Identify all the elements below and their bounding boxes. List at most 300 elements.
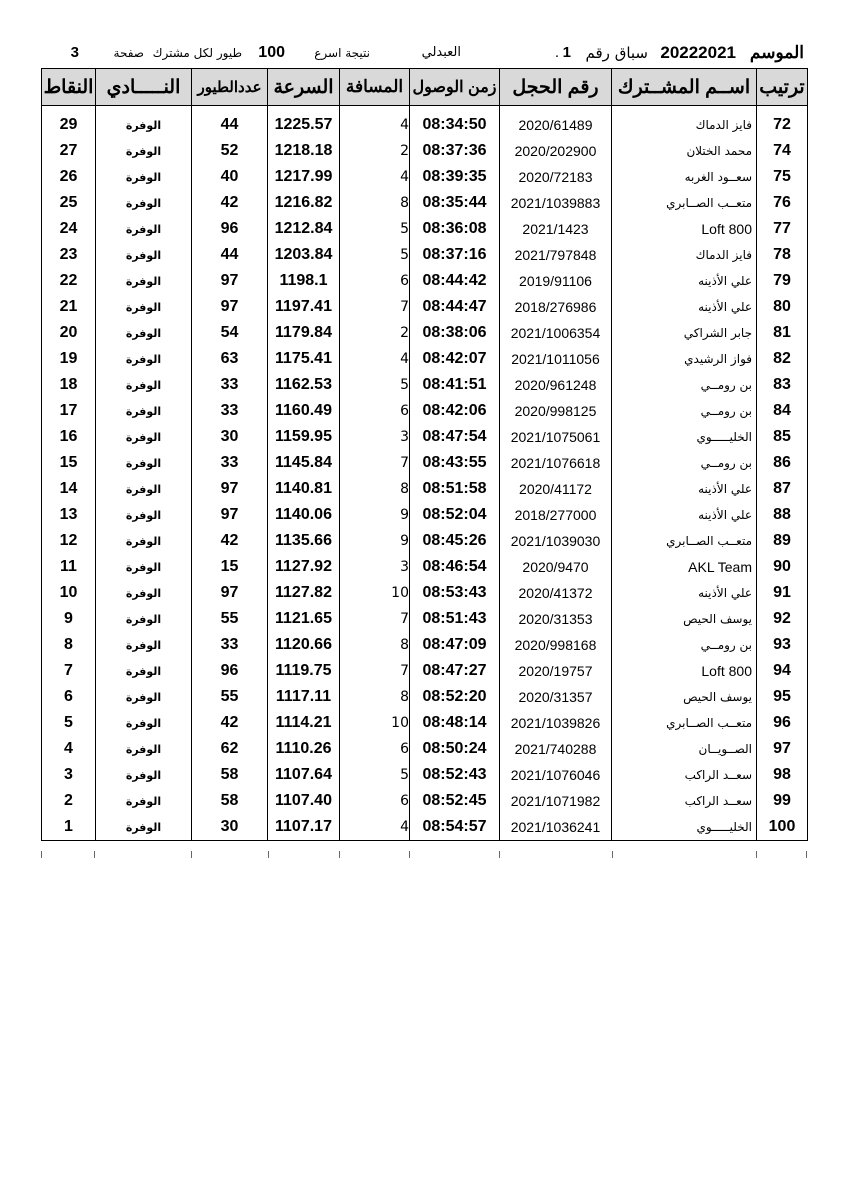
cell-rank: 89 (757, 528, 808, 554)
cell-points: 27 (42, 138, 96, 164)
cell-ring: 2020/41372 (500, 580, 612, 606)
cell-club: الوفرة (96, 164, 192, 190)
cell-distance: 6 (340, 268, 410, 294)
cell-rank: 83 (757, 372, 808, 398)
cell-ring: 2021/1039030 (500, 528, 612, 554)
table-row (42, 476, 808, 502)
race-dot: . (554, 44, 559, 61)
cell-club: الوفرة (96, 788, 192, 814)
table-row (42, 606, 808, 632)
cell-club: الوفرة (96, 684, 192, 710)
cell-time: 08:44:42 (410, 268, 500, 294)
table-row (42, 164, 808, 190)
table-row (42, 736, 808, 762)
cell-points: 9 (42, 606, 96, 632)
cell-points: 20 (42, 320, 96, 346)
cell-time: 08:41:51 (410, 372, 500, 398)
cell-time: 08:42:06 (410, 398, 500, 424)
cell-speed: 1225.57 (268, 112, 340, 138)
cell-name: بن رومــي (612, 450, 757, 476)
col-birds-header: عددالطيور (192, 69, 268, 106)
cell-speed: 1145.84 (268, 450, 340, 476)
race-number: 1 (562, 44, 571, 61)
cell-name: الخليـــــوي (612, 814, 757, 841)
cell-rank: 96 (757, 710, 808, 736)
col-rank-header: ترتيب (757, 69, 808, 106)
cell-name: علي الأذينه (612, 502, 757, 528)
table-row (42, 424, 808, 450)
cell-speed: 1159.95 (268, 424, 340, 450)
cell-name: فايز الدماك (612, 242, 757, 268)
cell-points: 15 (42, 450, 96, 476)
cell-rank: 76 (757, 190, 808, 216)
cell-club: الوفرة (96, 268, 192, 294)
cell-birds: 30 (192, 424, 268, 450)
cell-rank: 98 (757, 762, 808, 788)
cell-points: 29 (42, 112, 96, 138)
cell-distance: 7 (340, 606, 410, 632)
cell-points: 8 (42, 632, 96, 658)
table-row (42, 658, 808, 684)
cell-birds: 30 (192, 814, 268, 841)
cell-name: AKL Team (612, 554, 757, 580)
cell-time: 08:42:07 (410, 346, 500, 372)
cell-name: يوسف الحيص (612, 606, 757, 632)
cell-birds: 33 (192, 450, 268, 476)
cell-speed: 1140.06 (268, 502, 340, 528)
cell-distance: 7 (340, 658, 410, 684)
table-row (42, 528, 808, 554)
cell-club: الوفرة (96, 138, 192, 164)
table-row (42, 398, 808, 424)
cell-time: 08:47:27 (410, 658, 500, 684)
cell-rank: 77 (757, 216, 808, 242)
cell-rank: 85 (757, 424, 808, 450)
report-header (0, 40, 848, 66)
cell-birds: 55 (192, 684, 268, 710)
cell-distance: 5 (340, 372, 410, 398)
cell-ring: 2021/1075061 (500, 424, 612, 450)
page-label: صفحة (113, 46, 144, 60)
cell-rank: 95 (757, 684, 808, 710)
cell-ring: 2020/72183 (500, 164, 612, 190)
cell-ring: 2021/1076046 (500, 762, 612, 788)
cell-ring: 2021/1039826 (500, 710, 612, 736)
cell-name: علي الأذينه (612, 476, 757, 502)
cell-ring: 2021/1071982 (500, 788, 612, 814)
cell-birds: 44 (192, 112, 268, 138)
cell-speed: 1119.75 (268, 658, 340, 684)
cell-club: الوفرة (96, 112, 192, 138)
cell-time: 08:44:47 (410, 294, 500, 320)
cell-distance: 5 (340, 242, 410, 268)
cell-points: 14 (42, 476, 96, 502)
cell-rank: 100 (757, 814, 808, 841)
col-time-header: زمن الوصول (410, 69, 500, 106)
cell-time: 08:38:06 (410, 320, 500, 346)
cell-points: 13 (42, 502, 96, 528)
cell-points: 1 (42, 814, 96, 841)
cell-birds: 97 (192, 502, 268, 528)
cell-rank: 84 (757, 398, 808, 424)
cell-rank: 87 (757, 476, 808, 502)
cell-speed: 1197.41 (268, 294, 340, 320)
col-name-header: اســم المشــترك (612, 69, 757, 106)
cell-speed: 1117.11 (268, 684, 340, 710)
cell-name: Loft 800 (612, 658, 757, 684)
cell-name: فواز الرشيدي (612, 346, 757, 372)
col-ring-header: رقم الحجل (500, 69, 612, 106)
cell-speed: 1160.49 (268, 398, 340, 424)
cell-distance: 6 (340, 398, 410, 424)
cell-birds: 63 (192, 346, 268, 372)
cell-birds: 33 (192, 372, 268, 398)
cell-time: 08:45:26 (410, 528, 500, 554)
cell-distance: 10 (340, 580, 410, 606)
season-value: 20222021 (660, 43, 736, 62)
cell-rank: 75 (757, 164, 808, 190)
cell-ring: 2020/31357 (500, 684, 612, 710)
table-row (42, 710, 808, 736)
cell-club: الوفرة (96, 476, 192, 502)
table-body (42, 106, 808, 841)
table-row (42, 684, 808, 710)
cell-name: بن رومــي (612, 398, 757, 424)
cell-ring: 2020/31353 (500, 606, 612, 632)
table-row (42, 190, 808, 216)
cell-speed: 1135.66 (268, 528, 340, 554)
cell-name: الصــويــان (612, 736, 757, 762)
cell-speed: 1107.40 (268, 788, 340, 814)
cell-birds: 97 (192, 580, 268, 606)
table-row (42, 762, 808, 788)
cell-club: الوفرة (96, 580, 192, 606)
cell-ring: 2018/277000 (500, 502, 612, 528)
cell-name: سعــد الراكب (612, 788, 757, 814)
cell-club: الوفرة (96, 190, 192, 216)
cell-birds: 42 (192, 190, 268, 216)
cell-speed: 1218.18 (268, 138, 340, 164)
col-points-header: النقاط (42, 69, 96, 106)
cell-ring: 2021/797848 (500, 242, 612, 268)
cell-distance: 9 (340, 528, 410, 554)
cell-name: سعــد الراكب (612, 762, 757, 788)
cell-club: الوفرة (96, 424, 192, 450)
cell-points: 21 (42, 294, 96, 320)
cell-birds: 33 (192, 398, 268, 424)
cell-name: الخليـــــوي (612, 424, 757, 450)
col-club-header: النـــــادي (96, 69, 192, 106)
cell-rank: 94 (757, 658, 808, 684)
cell-birds: 97 (192, 476, 268, 502)
cell-speed: 1121.65 (268, 606, 340, 632)
cell-club: الوفرة (96, 346, 192, 372)
cell-speed: 1114.21 (268, 710, 340, 736)
cell-time: 08:43:55 (410, 450, 500, 476)
cell-name: سعــود الغربه (612, 164, 757, 190)
cell-ring: 2021/1011056 (500, 346, 612, 372)
cell-distance: 9 (340, 502, 410, 528)
cell-speed: 1127.82 (268, 580, 340, 606)
cell-time: 08:54:57 (410, 814, 500, 841)
cell-time: 08:52:43 (410, 762, 500, 788)
cell-rank: 78 (757, 242, 808, 268)
cell-time: 08:34:50 (410, 112, 500, 138)
cell-points: 7 (42, 658, 96, 684)
cell-club: الوفرة (96, 320, 192, 346)
cell-distance: 8 (340, 476, 410, 502)
cell-name: محمد الختلان (612, 138, 757, 164)
cell-ring: 2021/1423 (500, 216, 612, 242)
table-header-row (42, 69, 808, 106)
cell-ring: 2021/1076618 (500, 450, 612, 476)
cell-rank: 97 (757, 736, 808, 762)
cell-speed: 1140.81 (268, 476, 340, 502)
cell-distance: 2 (340, 138, 410, 164)
cell-speed: 1120.66 (268, 632, 340, 658)
cell-points: 26 (42, 164, 96, 190)
cell-club: الوفرة (96, 398, 192, 424)
cell-name: جابر الشراكي (612, 320, 757, 346)
cell-ring: 2020/961248 (500, 372, 612, 398)
cell-distance: 7 (340, 294, 410, 320)
cell-ring: 2020/998125 (500, 398, 612, 424)
cell-name: متعــب الصــابري (612, 528, 757, 554)
cell-ring: 2020/202900 (500, 138, 612, 164)
cell-club: الوفرة (96, 632, 192, 658)
result-count: 100 (258, 44, 285, 61)
cell-birds: 97 (192, 268, 268, 294)
cell-points: 3 (42, 762, 96, 788)
cell-distance: 6 (340, 788, 410, 814)
cell-club: الوفرة (96, 606, 192, 632)
page-number: 3 (70, 44, 79, 61)
cell-time: 08:51:58 (410, 476, 500, 502)
cell-distance: 6 (340, 736, 410, 762)
cell-name: متعــب الصــابري (612, 190, 757, 216)
cell-speed: 1217.99 (268, 164, 340, 190)
cell-distance: 7 (340, 450, 410, 476)
cell-speed: 1179.84 (268, 320, 340, 346)
cell-rank: 72 (757, 112, 808, 138)
cell-time: 08:47:54 (410, 424, 500, 450)
cell-points: 5 (42, 710, 96, 736)
cell-speed: 1107.17 (268, 814, 340, 841)
cell-rank: 79 (757, 268, 808, 294)
cell-name: بن رومــي (612, 372, 757, 398)
cell-ring: 2018/276986 (500, 294, 612, 320)
cell-points: 19 (42, 346, 96, 372)
cell-time: 08:48:14 (410, 710, 500, 736)
cell-rank: 81 (757, 320, 808, 346)
table-row (42, 294, 808, 320)
cell-birds: 42 (192, 528, 268, 554)
cell-distance: 5 (340, 762, 410, 788)
cell-points: 23 (42, 242, 96, 268)
cell-speed: 1216.82 (268, 190, 340, 216)
table-row (42, 814, 808, 841)
table-row (42, 112, 808, 138)
cell-points: 2 (42, 788, 96, 814)
cell-club: الوفرة (96, 814, 192, 841)
cell-rank: 90 (757, 554, 808, 580)
cell-name: علي الأذينه (612, 580, 757, 606)
cell-club: الوفرة (96, 736, 192, 762)
cell-birds: 96 (192, 658, 268, 684)
cell-name: علي الأذينه (612, 268, 757, 294)
cell-name: علي الأذينه (612, 294, 757, 320)
cell-birds: 40 (192, 164, 268, 190)
cell-points: 10 (42, 580, 96, 606)
results-table (41, 68, 808, 841)
cell-distance: 4 (340, 814, 410, 841)
cell-points: 16 (42, 424, 96, 450)
cell-birds: 62 (192, 736, 268, 762)
cell-distance: 4 (340, 346, 410, 372)
cell-speed: 1162.53 (268, 372, 340, 398)
cell-distance: 2 (340, 320, 410, 346)
cell-speed: 1175.41 (268, 346, 340, 372)
cell-time: 08:46:54 (410, 554, 500, 580)
cell-birds: 58 (192, 788, 268, 814)
cell-time: 08:35:44 (410, 190, 500, 216)
cell-speed: 1203.84 (268, 242, 340, 268)
cell-birds: 54 (192, 320, 268, 346)
cell-time: 08:47:09 (410, 632, 500, 658)
cell-rank: 91 (757, 580, 808, 606)
race-label: سباق رقم (585, 44, 648, 62)
cell-distance: 10 (340, 710, 410, 736)
birds-label: طيور لكل مشترك (152, 46, 242, 60)
table-row (42, 320, 808, 346)
cell-birds: 44 (192, 242, 268, 268)
cell-birds: 52 (192, 138, 268, 164)
cell-ring: 2021/1006354 (500, 320, 612, 346)
result-label: نتيجة اسرع (314, 46, 370, 60)
cell-time: 08:37:36 (410, 138, 500, 164)
cell-ring: 2021/1039883 (500, 190, 612, 216)
cell-club: الوفرة (96, 710, 192, 736)
cell-club: الوفرة (96, 762, 192, 788)
cell-birds: 55 (192, 606, 268, 632)
cell-points: 24 (42, 216, 96, 242)
cell-ring: 2021/740288 (500, 736, 612, 762)
cell-points: 6 (42, 684, 96, 710)
cell-ring: 2020/19757 (500, 658, 612, 684)
table-row (42, 268, 808, 294)
cell-points: 17 (42, 398, 96, 424)
cell-rank: 92 (757, 606, 808, 632)
cell-club: الوفرة (96, 216, 192, 242)
cell-ring: 2019/91106 (500, 268, 612, 294)
cell-club: الوفرة (96, 554, 192, 580)
cell-club: الوفرة (96, 242, 192, 268)
cell-rank: 88 (757, 502, 808, 528)
cell-distance: 8 (340, 632, 410, 658)
cell-name: فايز الدماك (612, 112, 757, 138)
cell-distance: 3 (340, 554, 410, 580)
loft-name: العبدلي (421, 45, 461, 60)
cell-ring: 2020/41172 (500, 476, 612, 502)
cell-time: 08:37:16 (410, 242, 500, 268)
cell-distance: 8 (340, 684, 410, 710)
table-row (42, 138, 808, 164)
table-row (42, 242, 808, 268)
season-label: الموسم (749, 43, 804, 62)
cell-time: 08:36:08 (410, 216, 500, 242)
cell-name: متعــب الصــابري (612, 710, 757, 736)
table-row (42, 788, 808, 814)
cell-speed: 1127.92 (268, 554, 340, 580)
cell-speed: 1110.26 (268, 736, 340, 762)
table-row (42, 372, 808, 398)
cell-name: يوسف الحيص (612, 684, 757, 710)
table-row (42, 632, 808, 658)
col-speed-header: السرعة (268, 69, 340, 106)
table-row (42, 502, 808, 528)
cell-ring: 2021/1036241 (500, 814, 612, 841)
col-distance-header: المسافة (340, 69, 410, 106)
cell-birds: 15 (192, 554, 268, 580)
cell-club: الوفرة (96, 372, 192, 398)
cell-birds: 96 (192, 216, 268, 242)
cell-club: الوفرة (96, 502, 192, 528)
cell-birds: 58 (192, 762, 268, 788)
cell-points: 11 (42, 554, 96, 580)
cell-points: 25 (42, 190, 96, 216)
cell-rank: 74 (757, 138, 808, 164)
cell-club: الوفرة (96, 528, 192, 554)
cell-rank: 82 (757, 346, 808, 372)
cell-points: 18 (42, 372, 96, 398)
cell-distance: 4 (340, 112, 410, 138)
cell-name: بن رومــي (612, 632, 757, 658)
cell-points: 4 (42, 736, 96, 762)
cell-birds: 42 (192, 710, 268, 736)
cell-time: 08:51:43 (410, 606, 500, 632)
cell-club: الوفرة (96, 658, 192, 684)
cell-time: 08:52:20 (410, 684, 500, 710)
cell-rank: 80 (757, 294, 808, 320)
cell-time: 08:53:43 (410, 580, 500, 606)
cell-distance: 8 (340, 190, 410, 216)
cell-club: الوفرة (96, 450, 192, 476)
cell-ring: 2020/998168 (500, 632, 612, 658)
cell-time: 08:39:35 (410, 164, 500, 190)
cell-time: 08:52:04 (410, 502, 500, 528)
cell-points: 12 (42, 528, 96, 554)
cell-club: الوفرة (96, 294, 192, 320)
cell-time: 08:50:24 (410, 736, 500, 762)
cell-birds: 33 (192, 632, 268, 658)
cell-speed: 1212.84 (268, 216, 340, 242)
table-row (42, 450, 808, 476)
cell-distance: 4 (340, 164, 410, 190)
table-row (42, 580, 808, 606)
cell-ring: 2020/61489 (500, 112, 612, 138)
cell-name: Loft 800 (612, 216, 757, 242)
cell-time: 08:52:45 (410, 788, 500, 814)
cell-distance: 3 (340, 424, 410, 450)
cell-rank: 86 (757, 450, 808, 476)
cell-distance: 5 (340, 216, 410, 242)
table-row (42, 554, 808, 580)
cell-speed: 1107.64 (268, 762, 340, 788)
cell-birds: 97 (192, 294, 268, 320)
cell-rank: 93 (757, 632, 808, 658)
table-row (42, 346, 808, 372)
cell-speed: 1198.1 (268, 268, 340, 294)
